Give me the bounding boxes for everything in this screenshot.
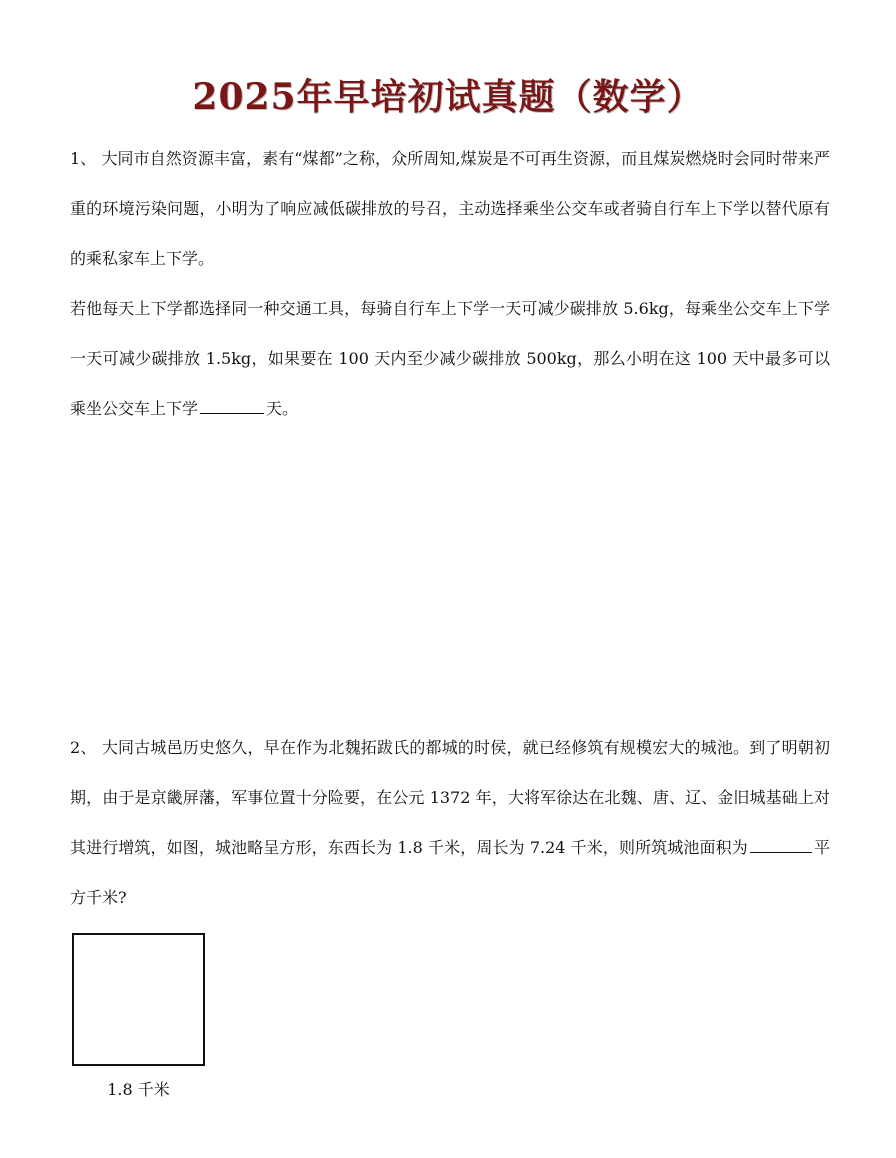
square-side-label: 1.8 千米 [107,1080,170,1099]
question-2-text: 2、 大同古城邑历史悠久，早在作为北魏拓跋氏的都城的时侯，就已经修筑有规模宏大的城池。到了明朝初期，由于是京畿屏藩，军事位置十分险要，在公元 1372 年，大将军徐达在北魏、唐、辽、金旧城基础上对其进行增筑，如图，城池略呈方形，东西长为 1.8 千米，周长为 7.24 千米，则所筑城池面积为 [70,738,830,857]
city-square-figure [72,933,205,1066]
question-1-unit-text: 天。 [266,399,299,418]
answer-blank-2[interactable] [750,836,812,853]
question-2-paragraph [70,723,830,923]
question-1-text: 1、 大同市自然资源丰富，素有“煤都”之称，众所周知,煤炭是不可再生资源，而且煤炭燃烧时会同时带来严重的环境污染问题，小明为了响应减低碳排放的号召，主动选择乘坐公交车或者骑自行车上下学以替代原有的乘私家车上下学。 [70,149,830,268]
page-title: 2025年早培初试真题（数学） [192,76,704,118]
question-1-paragraph-1 [70,134,830,284]
question-1-question-text: 若他每天上下学都选择同一种交通工具，每骑自行车上下学一天可减少碳排放 5.6kg，每乘坐公交车上下学一天可减少碳排放 1.5kg，如果要在 100 天内至少减少碳排放 500kg，那么小明在这 100 天中最多可以乘坐公交车上下学 [70,299,830,418]
question-1-paragraph-2 [70,284,830,434]
answer-blank-1[interactable] [200,397,264,414]
question-2-unit-text: 平方千米? [70,838,830,907]
